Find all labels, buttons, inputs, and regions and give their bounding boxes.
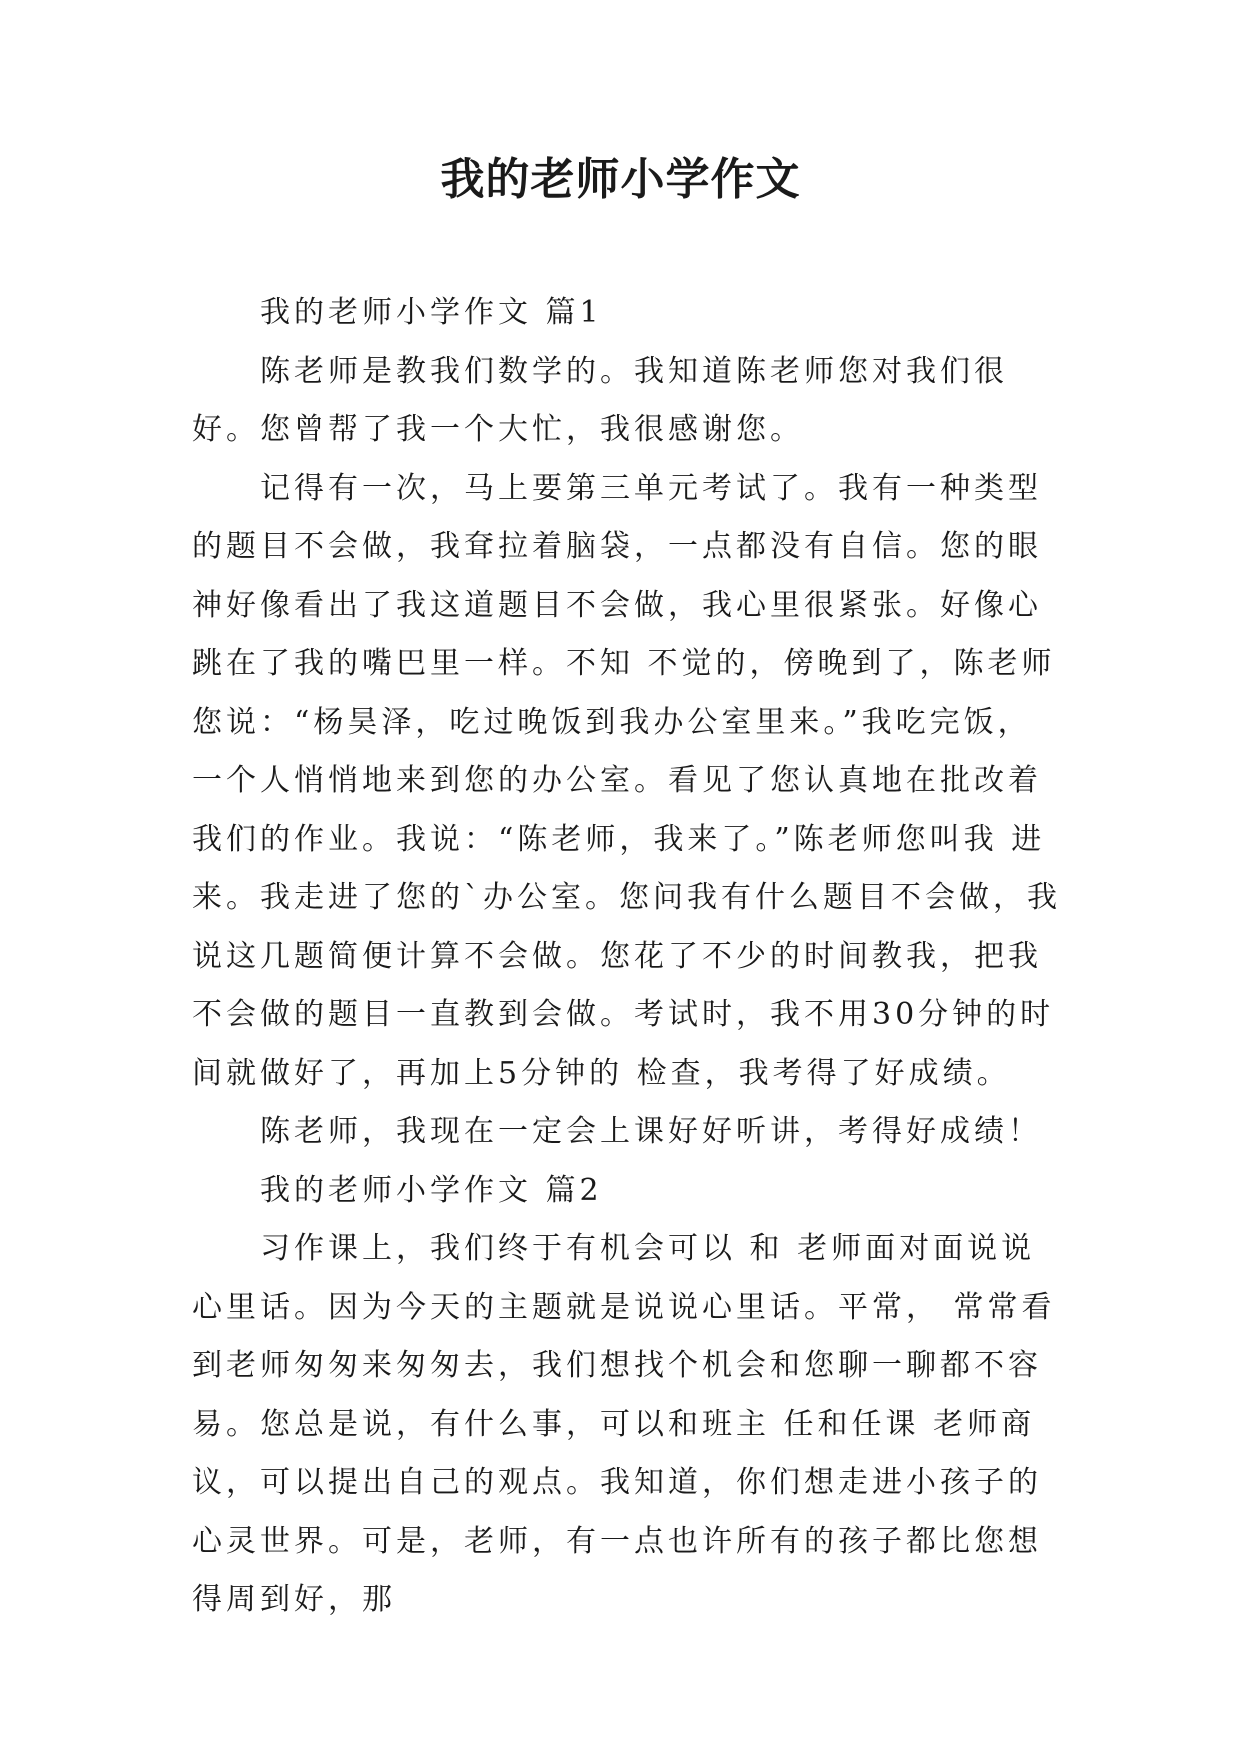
section-heading-2: 我的老师小学作文 篇2: [260, 1172, 603, 1208]
document-body: [192, 284, 1062, 1630]
paragraph: 记得有一次，马上要第三单元考试了。我有一种类型的题目不会做，我耷拉着脑袋，一点都没有自信。您的眼神好像看出了我这道题目不会做，我心里很紧张。好像心跳在了我的嘴巴里一样。不知 不觉的，傍晚到了，陈老师您说：“杨昊泽，吃过晚饭到我办公室里来。”我吃完饭，一个人悄悄地来到您的办公室。看见了您认真地在批改着我们的作业。我说：“陈老师，我来了。”陈老师您叫我 进来。我走进了您的`办公室。您问我有什么题目不会做，我说这几题简便计算不会做。您花了不少的时间教我，把我不会做的题目一直教到会做。考试时，我不用30分钟的时间就做好了，再加上5分钟的 检查，我考得了好成绩。: [192, 470, 1061, 1091]
section-heading-1: 我的老师小学作文 篇1: [260, 295, 603, 330]
document-title: 我的老师小学作文: [440, 154, 801, 205]
paragraph: 陈老师是教我们数学的。我知道陈老师您对我们很好。您曾帮了我一个大忙，我很感谢您。: [192, 353, 1008, 447]
paragraph: 习作课上，我们终于有机会可以 和 老师面对面说说心里话。因为今天的主题就是说说心里话。平常， 常常看到老师匆匆来匆匆去，我们想找个机会和您聊一聊都不容易。您总是说，有什么事，可以和班主 任和任课 老师商议，可以提出自己的观点。我知道，你们想走进小孩子的心灵世界。可是，老师，有一点也许所有的孩子都比您想得周到好，那: [192, 1231, 1056, 1617]
paragraph: 陈老师，我现在一定会上课好好听讲，考得好成绩！: [260, 1114, 1042, 1149]
